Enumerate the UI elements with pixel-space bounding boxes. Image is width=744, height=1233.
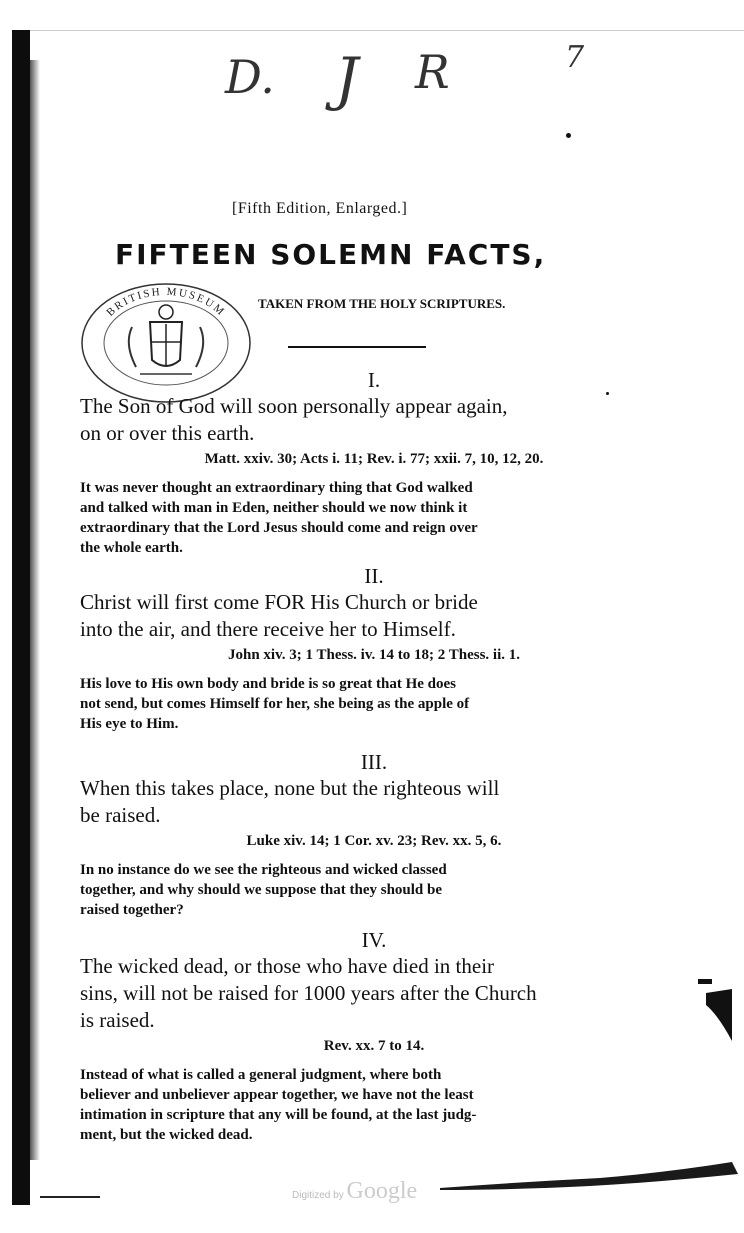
fact-section-4 <box>60 928 648 1145</box>
fact-line: The Son of God will soon personally appear again, <box>80 394 508 418</box>
handwriting-b: J <box>335 45 359 113</box>
title-divider <box>288 346 426 348</box>
note-line: It was never thought an extraordinary thing that God walked <box>80 480 473 496</box>
fact-line: sins, will not be raised for 1000 years after the Church <box>80 981 537 1005</box>
section-numeral: I. <box>367 368 381 392</box>
digitized-watermark <box>292 1178 417 1205</box>
note-line: Instead of what is called a general judgment, where both <box>80 1067 442 1083</box>
fact-section-2 <box>60 564 648 734</box>
section-numeral: III. <box>360 750 388 774</box>
fact-note <box>60 674 648 734</box>
note-line: believer and unbeliever appear together, we have not the least <box>80 1087 474 1103</box>
note-line: and talked with man in Eden, neither should we now think it <box>80 500 468 516</box>
edition-note: [Fifth Edition, Enlarged.] <box>232 200 408 217</box>
note-line: intimation in scripture that any will be found, at the last judg- <box>80 1107 477 1123</box>
fact-text <box>60 589 648 643</box>
fact-text <box>60 775 648 829</box>
page-title: FIFTEEN SOLEMN FACTS, <box>115 238 547 271</box>
fact-text <box>60 393 648 447</box>
page-subtitle: TAKEN FROM THE HOLY SCRIPTURES. <box>258 296 506 311</box>
fact-line: into the air, and there receive her to Himself. <box>80 617 456 641</box>
fact-note <box>60 860 648 920</box>
note-line: raised together? <box>80 902 184 918</box>
scan-top-edge <box>30 30 744 31</box>
scripture-references: Rev. xx. 7 to 14. <box>323 1038 425 1054</box>
svg-text:BRITISH MUSEUM <box>104 286 227 319</box>
fact-section-3 <box>60 750 648 920</box>
google-logo: Google <box>346 1178 418 1204</box>
handwriting-d: 7 <box>565 40 585 75</box>
fact-section-1 <box>60 368 648 558</box>
stamp-text: BRITISH MUSEUM <box>104 285 228 319</box>
note-line: the whole earth. <box>80 540 183 556</box>
fact-line: When this takes place, none but the righteous will <box>80 776 500 800</box>
scan-smear-icon <box>440 1160 740 1190</box>
scan-bottom-line <box>40 1196 100 1198</box>
note-line: His love to His own body and bride is so great that He does <box>80 676 457 692</box>
scan-edge-mark-icon <box>698 975 734 1041</box>
fact-line: on or over this earth. <box>80 421 255 445</box>
note-line: not send, but comes Himself for her, she being as the apple of <box>80 696 470 712</box>
note-line: In no instance do we see the righteous and wicked classed <box>80 862 447 878</box>
fact-line: Christ will first come FOR His Church or bride <box>80 590 478 614</box>
scripture-references: Luke xiv. 14; 1 Cor. xv. 23; Rev. xx. 5, 6. <box>246 833 502 849</box>
digitized-label: Digitized by <box>292 1190 344 1201</box>
scripture-references: Matt. xxiv. 30; Acts i. 11; Rev. i. 77; xxii. 7, 10, 12, 20. <box>204 451 544 467</box>
section-numeral: II. <box>364 564 384 588</box>
fact-line: is raised. <box>80 1008 155 1032</box>
note-line: together, and why should we suppose that they should be <box>80 882 443 898</box>
note-line: extraordinary that the Lord Jesus should come and reign over <box>80 520 478 536</box>
section-numeral: IV. <box>361 928 387 952</box>
fact-line: The wicked dead, or those who have died in their <box>80 954 495 978</box>
fact-note <box>60 1065 648 1145</box>
handwriting-c: R <box>415 45 450 99</box>
note-line: His eye to Him. <box>80 716 179 732</box>
note-line: ment, but the wicked dead. <box>80 1127 253 1143</box>
handwritten-shelfmark <box>225 40 625 130</box>
fact-text <box>60 953 648 1034</box>
scan-shadow <box>30 60 40 1160</box>
scripture-references: John xiv. 3; 1 Thess. iv. 14 to 18; 2 Thess. ii. 1. <box>227 647 520 663</box>
scan-page-edge <box>12 30 30 1205</box>
fact-line: be raised. <box>80 803 161 827</box>
fact-note <box>60 478 648 558</box>
ink-speck <box>566 133 571 138</box>
handwriting-a: D. <box>225 50 275 104</box>
